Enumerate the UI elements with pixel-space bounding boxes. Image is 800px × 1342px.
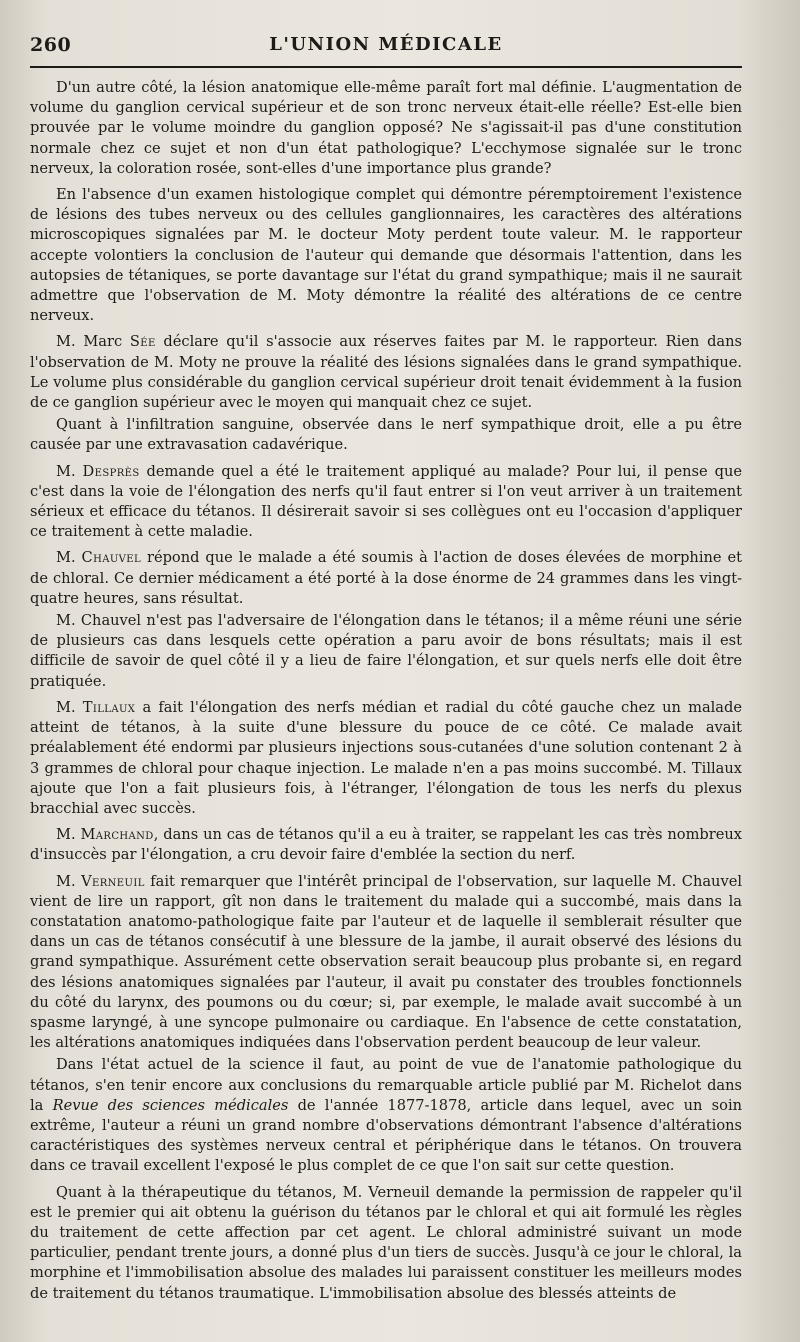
- running-title: L'UNION MÉDICALE: [269, 34, 503, 55]
- paragraph-11: Dans l'état actuel de la science il faut, au point de vue de l'anatomie pathologique du tétanos, s'en tenir encore aux conclusions du remarquable article publié par M. Richelot dans la Revue des sciences médicales de l'année 1877-1878, article dans lequel, avec un soin extrême, l'auteur a réuni un grand nombre d'observations démontrant l'absence d'altérations caractéristiques des systèmes nerveux central et périphérique dans le tétanos. On trouvera dans ce travail excellent l'exposé le plus complet de ce que l'on sait sur cette question.: [30, 1056, 743, 1175]
- paragraph-6: M. Chauvel répond que le malade a été soumis à l'action de doses élevées de morphine et de chloral. Ce dernier médicament a été porté à la dose énorme de 24 grammes dans les vingt-quatre heures, sans résultat.: [30, 549, 742, 607]
- paragraph-8: M. Tillaux a fait l'élongation des nerfs médian et radial du côté gauche chez un malade atteint de tétanos, à la suite d'une blessure du pouce de ce côté. Ce malade avait préalablement été endormi par plusieurs injections sous-cutanées d'une solution contenant 2 à 3 grammes de chloral pour chaque injection. Le malade n'en a pas moins succombé. M. Tillaux ajoute que l'on a fait plusieurs fois, à l'étranger, l'élongation de tous les nerfs du plexus bracchial avec succès.: [30, 698, 742, 817]
- header-rule: [30, 66, 742, 68]
- journal-title: Revue des sciences médicales: [52, 1096, 289, 1114]
- page-number: 260: [30, 34, 72, 56]
- paragraph-10: M. Verneuil fait remarquer que l'intérêt principal de l'observation, sur laquelle M. Chauvel vient de lire un rapport, gît non dans le traitement du malade qui a succombé, mais dans la constatation anatomo-pathologique faite par l'auteur et de laquelle il semblerait résulter que dans un cas de tétanos consécutif à une blessure de la jambe, il aurait observé des lésions du grand sympathique. Assurément cette observation serait beaucoup plus probante si, en regard des lésions anatomiques signalées par l'auteur, il avait pu constater des troubles fonctionnels du côté du larynx, des poumons ou du cœur; si, par exemple, le malade avait succombé à un spasme laryngé, à une syncope pulmonaire ou cardiaque. En l'absence de cette constatation, les altérations anatomiques indiquées dans l'observation perdent beaucoup de leur valeur.: [30, 872, 742, 1052]
- paragraph-5: M. Desprès demande quel a été le traitement appliqué au malade? Pour lui, il pense que c'est dans la voie de l'élongation des nerfs qu'il faut entrer si l'on veut arriver à un traitement sérieux et efficace du tétanos. Il désirerait savoir si ses collègues ont eu l'occasion d'appliquer ce traitement à cette maladie.: [30, 462, 742, 541]
- paragraph-9: M. Marchand, dans un cas de tétanos qu'il a eu à traiter, se rappelant les cas très nombreux d'insuccès par l'élongation, a cru devoir faire d'emblée la section du nerf.: [30, 826, 742, 864]
- paragraph-7: M. Chauvel n'est pas l'adversaire de l'élongation dans le tétanos; il a même réuni une série de plusieurs cas dans lesquels cette opération a paru avoir de bons résultats; mais il est difficile de savoir de quel côté il y a lieu de faire l'élongation, et sur quels nerfs elle doit être pratiquée.: [30, 612, 742, 690]
- speaker-name: Marchand: [80, 826, 154, 844]
- article-body: [30, 78, 742, 1304]
- paragraph-3: M. Marc Sée déclare qu'il s'associe aux réserves faites par M. le rapporteur. Rien dans l'observation de M. Moty ne prouve la réalité des lésions signalées dans le grand sympathique. Le volume plus considérable du ganglion cervical supérieur droit tenait évidemment à la fusion de ce ganglion supérieur avec le moyen qui manquait chez ce sujet.: [30, 333, 743, 412]
- speaker-name: Desprès: [82, 462, 140, 480]
- speaker-name: Sée: [129, 333, 156, 351]
- paragraph-4: Quant à l'infiltration sanguine, observée dans le nerf sympathique droit, elle a pu être causée par une extravasation cadavérique.: [30, 416, 742, 454]
- speaker-name: Chauvel: [81, 549, 142, 567]
- speaker-name: Tillaux: [82, 698, 136, 716]
- paragraph-2: En l'absence d'un examen histologique complet qui démontre péremptoirement l'existence de lésions des tubes nerveux ou des cellules ganglionnaires, les caractères des altérations microscopiques signalées par M. le docteur Moty perdent toute valeur. M. le rapporteur accepte volontiers la conclusion de l'auteur qui demande que désormais l'attention, dans les autopsies de tétaniques, se porte davantage sur l'état du grand sympathique; mais il ne saurait admettre que l'observation de M. Moty démontre la réalité des altérations de ce centre nerveux.: [30, 186, 742, 325]
- paragraph-12: Quant à la thérapeutique du tétanos, M. Verneuil demande la permission de rappeler qu'il est le premier qui ait obtenu la guérison du tétanos par le chloral et qui ait formulé les règles du traitement de cette affection par cet agent. Le chloral administré suivant un mode particulier, pendant trente jours, a donné plus d'un tiers de succès. Jusqu'à ce jour le chloral, la morphine et l'immobilisation absolue des malades lui paraissent constituer les meilleurs modes de traitement du tétanos traumatique. L'immobilisation absolue des blessés atteints de: [30, 1183, 742, 1302]
- page-header: [30, 34, 742, 60]
- paragraph-1: D'un autre côté, la lésion anatomique elle-même paraît fort mal définie. L'augmentation de volume du ganglion cervical supérieur et de son tronc nerveux était-elle réelle? Est-elle bien prouvée par le volume moindre du ganglion opposé? Ne s'agissait-il pas d'une constitution normale chez ce sujet et non d'un état pathologique? L'ecchymose signalée sur le tronc nerveux, la coloration rosée, sont-elles d'une importance plus grande?: [30, 79, 742, 177]
- speaker-name: Verneuil: [81, 872, 145, 890]
